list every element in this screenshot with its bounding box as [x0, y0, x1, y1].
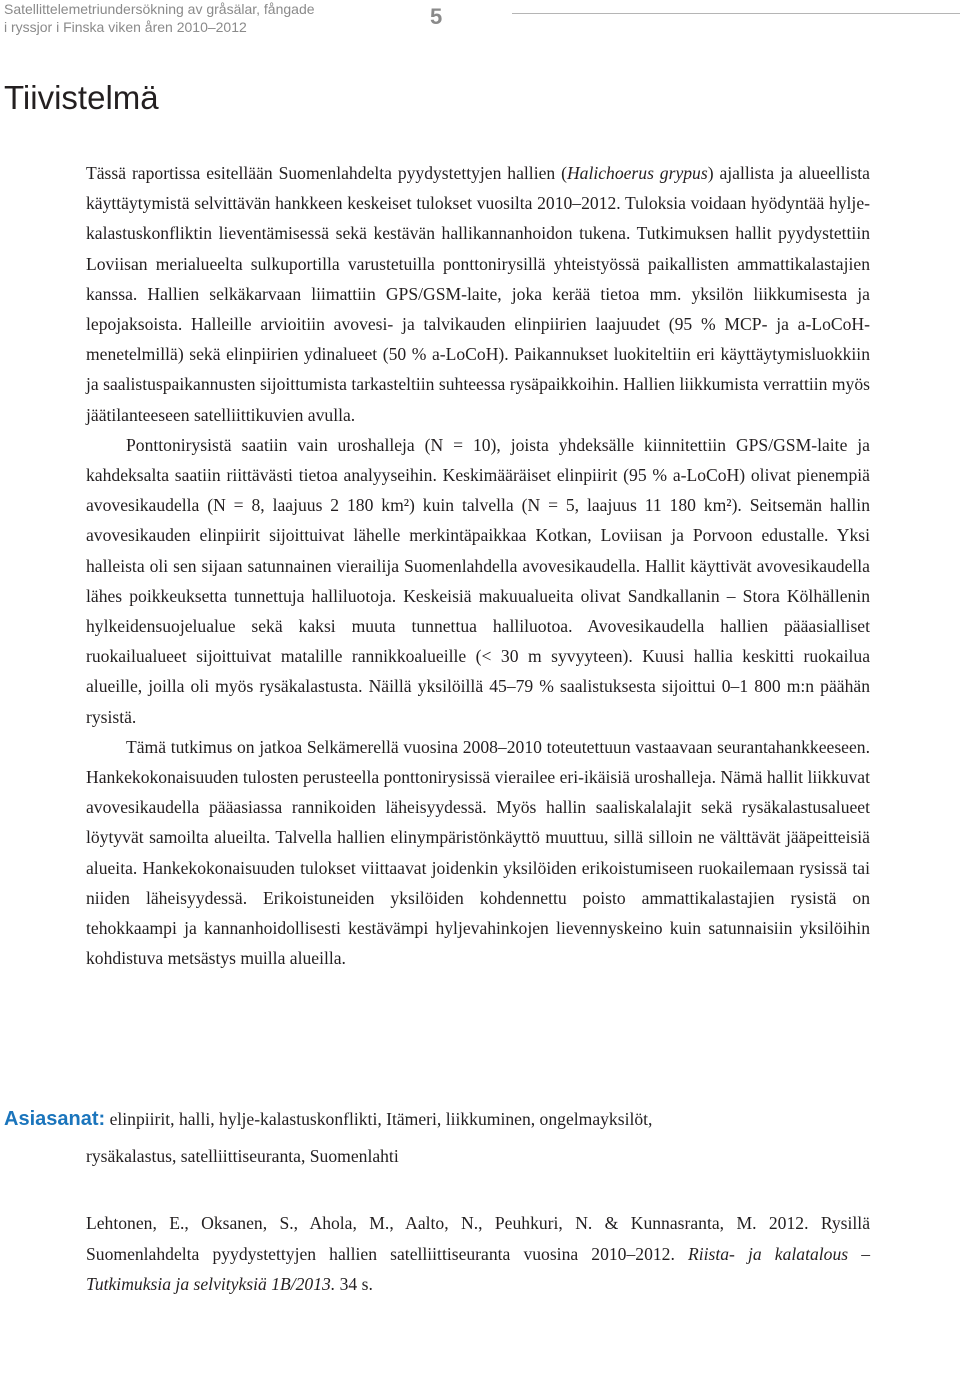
citation — [86, 1208, 870, 1300]
header-divider — [512, 13, 960, 14]
species-name: Halichoerus grypus — [566, 163, 708, 183]
abstract-p1-text-after: ) ajallista ja alueellista käyttäytymistä selvittävän hankkeen keskeiset tulokset vuosilta 2010–2012. Tuloksia voidaan hyödyntää hylje-kalastuskonfliktin lieventämisessä sekä kestävän hallikannanhoidon tukena. Tutkimuksen hallit pyydystettiin Loviisan merialueelta sulkuportilla varustetuilla ponttonirysillä yhteistyössä paikallisten ammattikalastajien kanssa. Hallien selkäkarvaan liimattiin GPS/GSM-laite, joka kerää tietoa mm. yksilön liikkumisesta ja lepojaksoista. Halleille arvioitiin avovesi- ja talvikauden elinpiirien laajuudet (95 % MCP- ja a-LoCoH-menetelmillä) sekä elinpiirien ydinalueet (50 % a-LoCoH). Paikannukset luokiteltiin eri käyttäytymisluokkiin ja saalistuspaikannusten sijoittumista tarkasteltiin suhteessa rysäpaikkoihin. Hallien liikkumista verrattiin myös jäätilanteeseen satelliittikuvien avulla. — [86, 163, 870, 425]
citation-paragraph — [86, 1208, 870, 1300]
citation-authors-title: Lehtonen, E., Oksanen, S., Ahola, M., Aalto, N., Peuhkuri, N. & Kunnasranta, M. 2012. Rysillä Suomenlahdelta pyydystettyjen hallien satelliittiseuranta vuosina 2010–2012. — [86, 1213, 870, 1264]
page-number: 5 — [430, 4, 443, 29]
abstract-p1-text-before: Tässä raportissa esitellään Suomenlahdelta pyydystettyjen hallien ( — [86, 163, 567, 183]
citation-pages: 34 s. — [335, 1274, 373, 1294]
running-head — [4, 0, 424, 36]
keywords-line-2: rysäkalastus, satelliittiseuranta, Suomenlahti — [86, 1146, 399, 1166]
keywords-first-line — [4, 1104, 824, 1135]
abstract-paragraph-1 — [86, 158, 870, 430]
abstract-paragraph-2: Ponttonirysistä saatiin vain uroshalleja (N = 10), joista yhdeksälle kiinnitettiin GPS/GSM-laite ja kahdeksalta saatiin riittävästi tietoa analyyseihin. Keskimääräiset elinpiirit (95 % a-LoCoH) olivat pienempiä avovesikaudella (N = 8, laajuus 2 180 km²) kuin talvella (N = 5, laajuus 11 180 km²). Seitsemän hallin avovesikauden elinpiirit sijoittuivat lähelle merkintäpaikkaa Kotkan, Loviisan ja Porvoon edustalle. Yksi halleista oli sen sijaan satunnainen vierailija Suomenlahdella avovesikaudella. Hallit käyttivät avovesikaudella lähes poikkeuksetta tunnettuja halliluotoja. Keskeisiä makuualueita olivat Sandkallanin – Stora Kölhällenin hylkeidensuojelualue sekä kaksi muuta tunnettua halliluotoa. Avovesikaudella hallien pääasialliset ruokailualueet sijoittuivat matalille rannikkoalueille (< 30 m syvyyteen). Kuusi hallia keskitti ruokailua alueille, joilla oli myös rysäkalastusta. Näillä yksilöillä 45–79 % saalistuksesta sijoittui 0–1 800 m:n päähän rysistä. — [86, 434, 870, 727]
keywords-line-1: elinpiirit, halli, hylje-kalastuskonflikti, Itämeri, liikkuminen, ongelmayksilöt, — [109, 1109, 653, 1129]
keywords-label: Asiasanat: — [4, 1108, 106, 1130]
abstract-paragraph-3: Tämä tutkimus on jatkoa Selkämerellä vuosina 2008–2010 toteutettuun vastaavaan seurantahankkeeseen. Hankekokonaisuuden tulosten perusteella ponttonirysissä vierailee eri-ikäisiä uroshalleja. Nämä hallit liikkuvat avovesikaudella pääasiassa rannikoiden läheisyydessä. Myös hallin saaliskalalajit sekä rysäkalastusalueet löytyvät samoilta alueilta. Talvella hallien elinympäristönkäyttö muuttuu, sillä silloin ne välttävät jääpeitteisiä alueita. Hankekokonaisuuden tulokset viittaavat joidenkin yksilöiden erikoistumiseen ruokailemaan rysissä tai niiden läheisyydessä. Erikoistuneiden yksilöiden kohdennettu poisto ammattikalastajien rysistä on tehokkaampi ja kannanhoidollisesti kestävämpi hyljevahinkojen lievennyskeino kuin satunnaisiin yksilöihin kohdistuva metsästys muilla alueilla. — [86, 736, 870, 969]
running-head-line-1: Satellittelemetriundersökning av gråsälar, fångade — [4, 1, 315, 17]
abstract-body — [86, 158, 870, 973]
citation-series: Riista- ja kalatalous – Tutkimuksia ja selvityksiä 1B/2013. — [86, 1243, 870, 1294]
running-head-line-2: i ryssjor i Finska viken åren 2010–2012 — [4, 19, 247, 35]
keywords — [4, 1104, 824, 1172]
page-title: Tiivistelmä — [4, 79, 159, 116]
